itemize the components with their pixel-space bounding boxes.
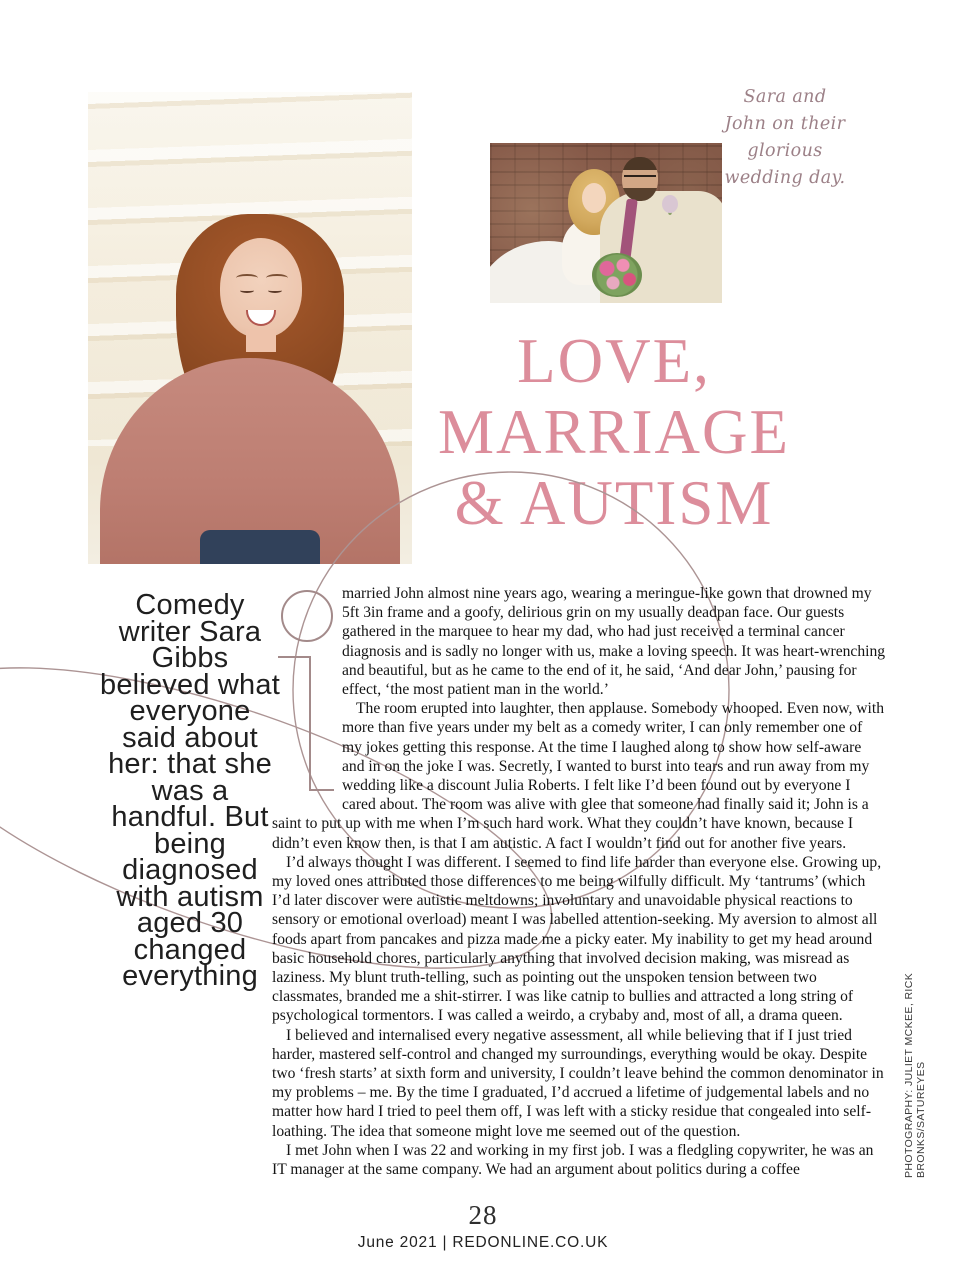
portrait-eye [240,288,254,293]
standfirst-line: believed what [100,668,280,701]
portrait-brow [236,274,258,282]
groom-head [622,157,658,201]
bridal-bouquet [592,253,642,297]
standfirst-line: everything [122,960,258,992]
standfirst-line: Gibbs [151,642,229,674]
portrait-photo-sara [88,92,412,564]
headline-line: & AUTISM [454,468,774,538]
article-body [272,584,886,1179]
headline-line: MARRIAGE [437,397,790,467]
headline [402,326,826,539]
wedding-photo [490,143,722,303]
portrait-brow [266,274,288,282]
standfirst-line: with autism [116,880,264,913]
standfirst-line: being [154,827,226,860]
article-paragraphs [272,584,886,1179]
standfirst-line: handful. But [111,801,269,833]
standfirst-line: diagnosed [122,854,258,886]
page-footer [0,1200,966,1252]
headline-line: LOVE, [517,326,711,396]
standfirst-line: was a [151,774,229,807]
photo-caption-line: glorious [747,141,823,161]
standfirst-line: Comedy [135,589,245,621]
article-paragraph: married John almost nine years ago, wearing a meringue-like gown that drowned my 5ft 3in frame and a goofy, delirious grin on my usually deadpan face. Our guests gathered in the marquee to hear my dad, who had just received a terminal cancer diagnosis and is sadly no longer with us, make a loving speech. It was heart-wrenching and beautiful, but as he came to the end of it, he said, ‘And dear John,’ pausing for effect, ‘the most patient man in the world.’ [342,585,886,699]
drop-cap-letter [272,584,273,585]
article-paragraph: I believed and internalised every negative assessment, all while believing that if I just tried harder, mastered self-control and changed my surroundings, everything would be okay. Despite two ‘fresh starts’ at sixth form and university, I couldn’t leave behind the common denominator in my problems – me. By the time I graduated, I’d accrued a lifetime of judgemental labels and no matter how hard I tried to peel them off, I was left with a sticky residue that congealed into self-loathing. The idea that someone might love me seemed out of the question. [272,1026,884,1140]
portrait-neck [246,330,276,352]
photo-caption-line: Sara and [743,87,827,107]
drop-cap [272,584,342,806]
photo-caption [690,84,880,192]
article-paragraph: I’d always thought I was different. I seemed to find life harder than everyone else. Growing up, my loved ones attributed those differences to me being wilfully difficult. My ‘tantrums’ (which I’d later discover were autistic meltdowns; involuntary and unavoidable physical reactions to sensory or emotional overload) meant I was labelled attention-seeking. My aversion to almost all foods apart from pancakes and pizza made me a picky eater. My inability to get my head around basic household chores, particularly anything that involved decision making, was misread as laziness. My blunt truth-telling, such as pointing out the unspoken tension between two classmates, branded me a shit-stirrer. I was like catnip to bullies and attracted a long string of psychological tormentors. I was called a weirdo, a crybaby and, most of all, a drama queen. [272,853,882,1025]
portrait-jeans [200,530,320,564]
boutonniere [662,195,678,213]
standfirst-line: aged 30 [136,907,244,939]
standfirst-line: writer Sara [118,615,262,648]
issue-footer-line: June 2021 | REDONLINE.CO.UK [357,1234,609,1251]
standfirst-line: changed [133,933,247,966]
bride-face [582,183,606,213]
portrait-eye [268,288,282,293]
article-paragraph: The room erupted into laughter, then applause. Somebody whooped. Even now, with more than five years under my belt as a comedy writer, I can only remember one of my jokes getting this response. At the time I laughed along to show how self-aware and in on the joke I was. Secretly, I wanted to burst into tears and run away from my wedding like a discount Julia Roberts. I felt like I’d been found out by everyone I cared about. The room was alive with glee that someone had finally said it; John is a saint to put up with me when I’m such hard work. What they couldn’t have known, because I didn’t even know then, is that I am autistic. A fact I wouldn’t find out for another five years. [272,700,885,852]
photo-caption-line: wedding day. [724,168,846,188]
photo-caption-line: John on their [724,114,846,134]
photography-credit: PHOTOGRAPHY: JULIET MCKEE, RICK BRONKS/SATUREYES [903,972,927,1178]
standfirst-line: everyone [129,695,251,727]
article-paragraph: I met John when I was 22 and working in my first job. I was a fledgling copywriter, he was an IT manager at the same company. We had an argument about politics during a coffee [272,1141,874,1179]
standfirst-line: said about [122,721,258,754]
page-number: 28 [468,1200,498,1230]
standfirst-line: her: that she [108,748,272,780]
groom-glasses [624,173,656,177]
